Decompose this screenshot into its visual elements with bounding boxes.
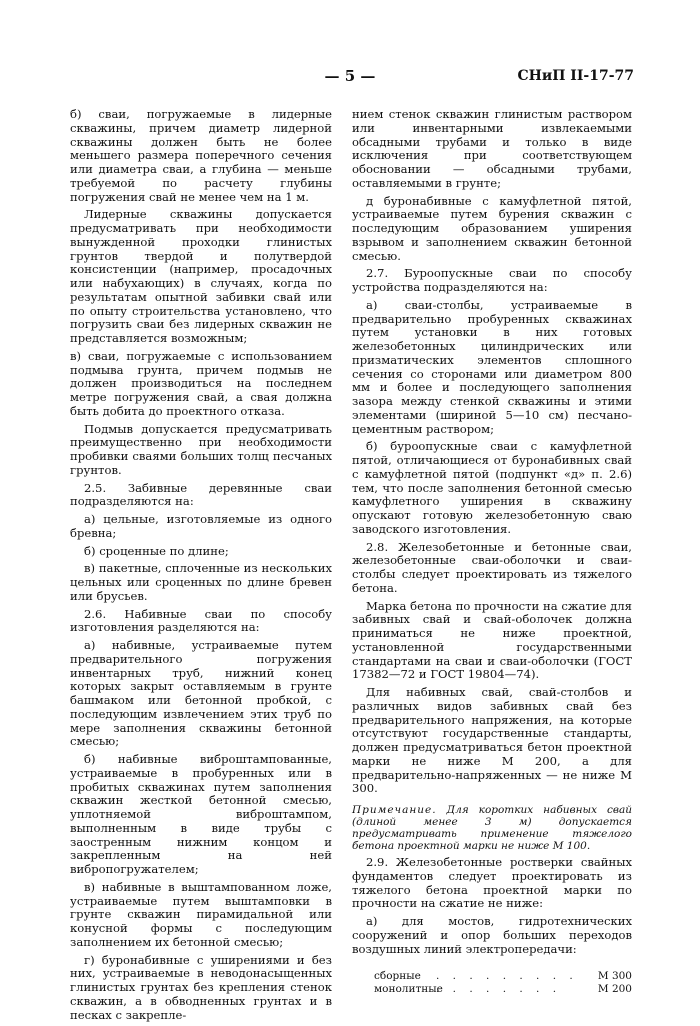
paragraph: 2.7. Буроопускные сваи по способу устройства подразделяются на: [352,266,632,294]
page-number: — 5 — [324,67,376,85]
right-paragraphs [352,108,632,796]
paragraph: Подмыв допускается предусматривать преимущественно при необходимости пробивки сваями больших толщ песчаных грунтов. [70,421,332,477]
document-code: СНиП II-17-77 [517,68,634,84]
grade-value: М 200 [597,983,632,996]
concrete-grade-list [352,970,632,996]
paragraph: а) для мостов, гидротехнических сооружений и опор больших переходов воздушных линий электропередачи: [352,914,632,956]
leader-dots: . . . . . . . . . [436,970,578,983]
paragraph: б) сроценные по длине; [84,543,229,558]
paragraph: б) набивные виброштампованные, устраиваемые в пробуренных или в пробитых скважинах путем заполнения скважин жесткой бетонной смесью, уплотняемой виброштампом, выполненным в виде трубы с заостренным нижним концом и закрепленным на ней вибропогружателем; [70,752,332,876]
paragraph: б) буроопускные сваи с камуфлетной пятой, отличающиеся от буронабивных свай с камуфлетной пятой (подпункт «д» п. 2.6) тем, что после заполнения бетонной смесью камуфлетного уширения в скважину опускают готовую железобетонную сваю заводского изготовления. [352,439,632,536]
paragraph: б) сваи, погружаемые в лидерные скважины, причем диаметр лидерной скважины должен быть не более меньшего размера поперечного сечения или диаметра сваи, а глубина — меньше требуемой по расчету глубины погружения свай не менее чем на 1 м. [70,107,332,204]
paragraph: в) набивные в выштампованном ложе, устраиваемые путем выштамповки в грунте скважин пирамидальной или конусной формы с последующим заполнением их бетонной смесью; [70,879,332,949]
paragraph: 2.5. Забивные деревянные сваи подразделяются на: [70,480,332,509]
right-column [352,108,632,996]
paragraph: Марка бетона по прочности на сжатие для забивных свай и свай-оболочек должна приниматься не ниже проектной, установленной государственными стандартами на сваи и сваи-оболочки (ГОСТ 17382—72 и ГОСТ 19804—74). [352,598,632,682]
right-paragraphs-after [352,856,632,956]
grade-value: М 300 [597,970,632,983]
grade-name: монолитные [374,983,443,996]
paragraph: 2.6. Набивные сваи по способу изготовления разделяются на: [70,606,332,635]
paragraph: 2.8. Железобетонные и бетонные сваи, железобетонные сваи-оболочки и сваи-столбы следует проектировать из тяжелого бетона. [352,539,632,595]
note [352,804,632,852]
paragraph: а) сваи-столбы, устраиваемые в предварительно пробуренных скважинах путем установки в них готовых железобетонных цилиндрических или призматических элементов сплошного сечения со сторонами или диаметром 800 мм и более и последующего заполнения зазора между стенкой скважины и этими элементами (шириной 5—10 см) песчано-цементным раствором; [352,297,632,436]
grade-row [352,970,632,983]
note-label: Примечание. [352,804,437,816]
paragraph: д буронабивные с камуфлетной пятой, устраиваемые путем бурения скважин с последующим образованием уширения взрывом и заполнением скважин бетонной смесью. [352,193,632,263]
grade-name: сборные [374,970,421,983]
left-column [70,108,332,1026]
paragraph: а) набивные, устраиваемые путем предварительного погружения инвентарных труб, нижний конец которых закрыт оставляемым в грунте башмаком или бетонной пробкой, с последующим извлечением этих труб по мере заполнения скважины бетонной смесью; [70,638,332,749]
grade-row [352,983,632,996]
paragraph: 2.9. Железобетонные ростверки свайных фундаментов следует проектировать из тяжелого бетона проектной марки по прочности на сжатие не ниже: [352,855,632,911]
note-text: Для коротких набивных свай (длиной менее 3 м) допускается предусматривать применение тяжелого бетона проектной марки не ниже М 100. [352,804,632,852]
paragraph: в) пакетные, сплоченные из нескольких цельных или сроценных по длине бревен или брусьев. [70,561,332,603]
paragraph: г) буронабивные с уширениями и без них, устраиваемые в неводонасыщенных глинистых грунтах без крепления стенок скважин, а в обводненных грунтах и в песках с закрепле- [70,952,332,1022]
paragraph: а) цельные, изготовляемые из одного бревна; [70,512,332,540]
paragraph: Лидерные скважины допускается предусматривать при необходимости вынужденной проходки глинистых грунтов твердой и полутвердой консистенции (например, просадочных или набухающих) в случаях, когда по результатам опытной забивки свай или по опыту строительства установлено, что погрузить сваи без лидерных скважин не представляется возможным; [70,207,332,345]
paragraph: Для набивных свай, свай-столбов и различных видов забивных свай без предварительного напряжения, на которые отсутствуют государственные стандарты, должен предусматриваться бетон проектной марки не ниже М 200, а для предварительно-напряженных — не ниже М 300. [352,685,632,796]
paragraph: в) сваи, погружаемые с использованием подмыва грунта, причем подмыв не должен производиться на последнем метре погружения свай, а свая должна быть добита до проектного отказа. [70,348,332,418]
leader-dots: . . . . . . . . [436,983,562,996]
paragraph: нием стенок скважин глинистым раствором или инвентарными извлекаемыми обсадными трубами и только в виде исключения при соответствующем обосновании — обсадными трубами, оставляемыми в грунте; [352,107,632,190]
